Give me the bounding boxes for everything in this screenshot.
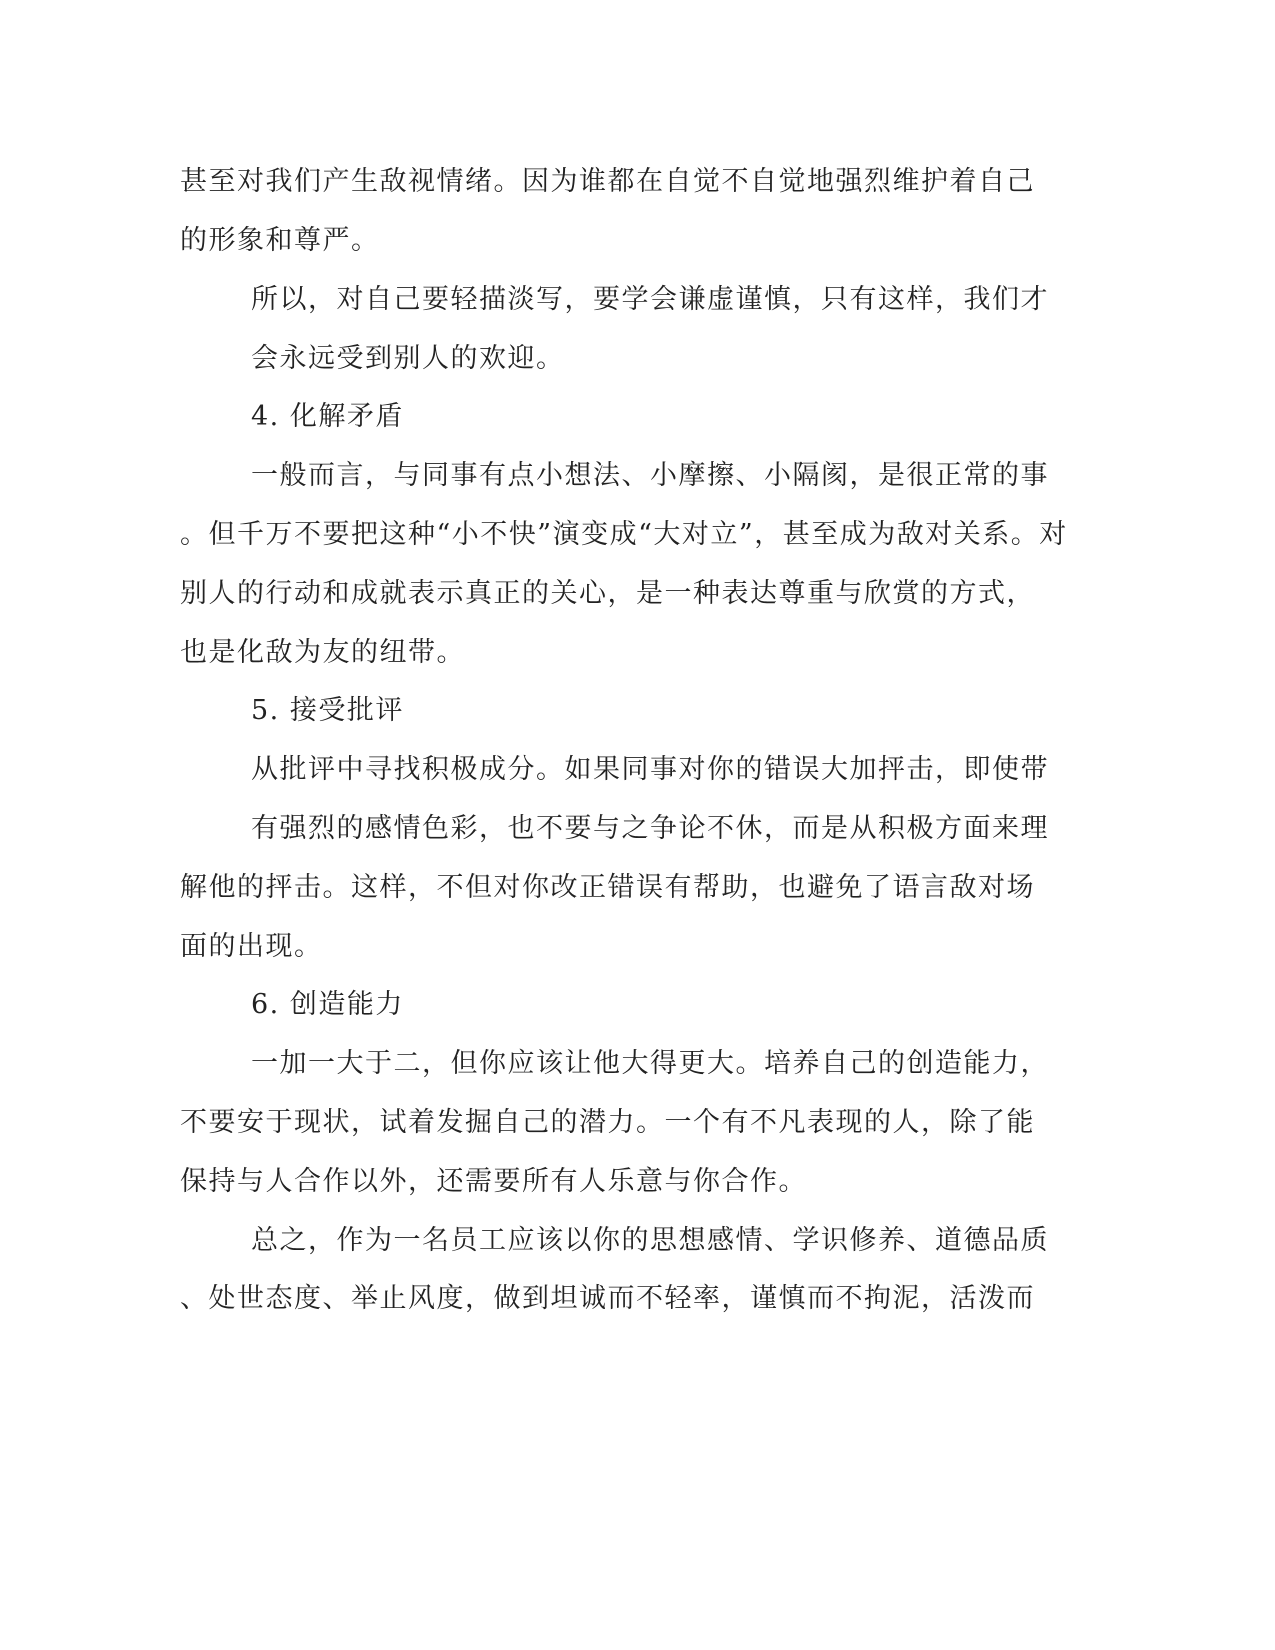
text-line: 的形象和尊严。 (180, 225, 380, 256)
text-line: 、处世态度、举止风度，做到坦诚而不轻率，谨慎而不拘泥，活泼而 (180, 1283, 1035, 1314)
text-line: 面的出现。 (180, 931, 323, 962)
text-line: 不要安于现状，试着发掘自己的潜力。一个有不凡表现的人，除了能 (180, 1107, 1035, 1138)
section-heading: 4. 化解矛盾 (251, 401, 404, 432)
text-line: 有强烈的感情色彩，也不要与之争论不休，而是从积极方面来理 (251, 813, 1049, 844)
text-line: 也是化敌为友的纽带。 (180, 637, 465, 668)
text-line: 。但千万不要把这种“小不快”演变成“大对立”，甚至成为敌对关系。对 (180, 519, 1068, 550)
text-line: 所以，对自己要轻描淡写，要学会谦虚谨慎，只有这样，我们才 (251, 284, 1049, 315)
section-heading: 5. 接受批评 (251, 695, 404, 726)
text-line: 别人的行动和成就表示真正的关心，是一种表达尊重与欣赏的方式， (180, 578, 1035, 609)
text-line: 保持与人合作以外，还需要所有人乐意与你合作。 (180, 1166, 807, 1197)
text-line: 总之，作为一名员工应该以你的思想感情、学识修养、道德品质 (251, 1225, 1049, 1256)
text-line: 一加一大于二，但你应该让他大得更大。培养自己的创造能力， (251, 1048, 1049, 1079)
text-line: 从批评中寻找积极成分。如果同事对你的错误大加抨击，即使带 (251, 754, 1049, 785)
section-heading: 6. 创造能力 (251, 989, 404, 1020)
text-line: 解他的抨击。这样，不但对你改正错误有帮助，也避免了语言敌对场 (180, 872, 1035, 903)
text-line: 会永远受到别人的欢迎。 (251, 343, 565, 374)
text-line: 甚至对我们产生敌视情绪。因为谁都在自觉不自觉地强烈维护着自己 (180, 166, 1035, 197)
text-line: 一般而言，与同事有点小想法、小摩擦、小隔阂，是很正常的事 (251, 460, 1049, 491)
